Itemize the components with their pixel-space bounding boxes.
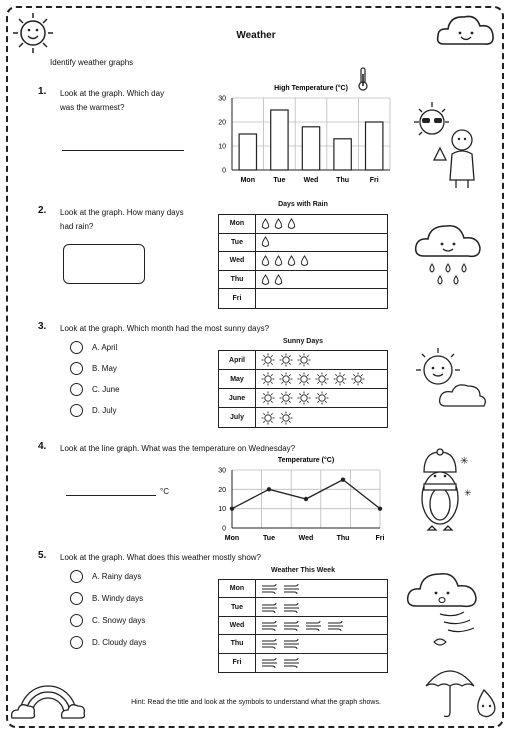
pictograph-row-icons [261,370,365,388]
pictograph-row-icons [261,654,301,672]
x-tick-label: Thu [336,177,350,184]
pictograph-row-icons [261,408,293,427]
raindrop-icon [261,236,270,248]
sun-icon [279,391,293,405]
question-3-number: 3. [38,321,47,332]
x-tick-label: Thu [336,535,350,542]
pictograph-row-label: June [219,389,256,407]
question-2-text-line-2: had rain? [60,222,94,231]
sun-icon [297,391,311,405]
pictograph-row-icons [261,351,311,369]
pictograph-row [219,635,387,653]
question-4-number: 4. [38,441,47,452]
temperature-line-chart [214,456,404,544]
question-4-text: Look at the line graph. What was the temperature on Wednesday? [60,444,296,453]
page-title: Weather [236,30,276,41]
wind-icon [283,602,301,613]
question-2-number: 2. [38,205,47,216]
y-tick-label: 0 [222,525,226,533]
bar [271,110,288,170]
raindrop-icon [287,218,296,230]
wind-icon [283,583,301,594]
pictograph-row-label: Fri [219,289,256,308]
windy-cloud-icon [404,566,490,658]
question-3-option-b-radio[interactable] [70,362,83,375]
pictograph-row-label: Fri [219,654,256,672]
pictograph-row [219,234,387,253]
question-1-number: 1. [38,86,47,97]
sun-icon [261,411,275,425]
pictograph-row [219,580,387,598]
sun-icon [261,353,275,367]
question-5-text: Look at the graph. What does this weather mostly show? [60,553,261,562]
sun-icon [351,372,365,386]
sun-icon [261,391,275,405]
question-1-text-line-1: Look at the graph. Which day [60,89,165,98]
penguin-in-winter-hat-icon [410,448,476,534]
pictograph-row [219,598,387,616]
thermometer-icon [356,66,370,92]
pictograph-row-icons [261,389,329,407]
wind-icon [261,620,279,631]
raindrop-icon [274,255,283,267]
pictograph-row [219,654,387,672]
x-tick-label: Tue [263,535,275,542]
answer-line-4[interactable] [66,495,156,496]
rain-cloud-icon [412,218,490,290]
pictograph-row-icons [261,617,345,634]
x-tick-label: Wed [303,177,319,184]
y-tick-label: 10 [218,143,226,151]
y-tick-label: 10 [218,506,226,514]
question-3-option-b-label: B. May [92,364,117,373]
question-3-option-a-radio[interactable] [70,341,83,354]
hint-text: Hint: Read the title and look at the symbols to understand what the graph shows. [131,699,381,706]
question-5-option-a-label: A. Rainy days [92,572,142,581]
question-5-option-c-label: C. Snowy days [92,616,146,625]
pictograph-row-icons [261,271,283,289]
pictograph-row-label: Wed [219,252,256,270]
data-point [304,497,308,501]
umbrella-and-raindrop-icon [422,660,502,722]
rainbow-with-clouds-icon [10,676,86,720]
answer-line-1[interactable] [62,150,184,151]
pictograph-row [219,289,387,308]
raindrop-icon [300,255,309,267]
question-5-option-b-label: B. Windy days [92,594,144,603]
question-3-text: Look at the graph. Which month had the most sunny days? [60,324,270,333]
sun-icon [279,411,293,425]
pictograph-row-icons [261,252,309,270]
pictograph-row-label: Mon [219,215,256,233]
pictograph-row-label: Tue [219,598,256,615]
pictograph-row-label: July [219,408,256,427]
question-3-option-c-radio[interactable] [70,383,83,396]
answer-box-2[interactable] [63,244,145,284]
data-point [267,487,271,491]
raindrop-icon [261,274,270,286]
wind-icon [283,620,301,631]
wind-icon [261,583,279,594]
sun-icon [333,372,347,386]
bar [366,122,383,170]
pictograph-row-icons [261,215,296,233]
pictograph-row-icons [261,580,301,597]
data-point [230,506,234,510]
question-5-option-b-radio[interactable] [70,592,83,605]
bar [239,134,256,170]
sun-icon [261,372,275,386]
pictograph-row [219,389,387,408]
chart-title: High Temperature (°C) [274,85,348,92]
x-tick-label: Wed [298,535,314,542]
question-5-option-a-radio[interactable] [70,570,83,583]
data-point [341,477,345,481]
pictograph-row [219,271,387,290]
sun-icon [315,372,329,386]
pictograph-row [219,617,387,635]
question-5-option-d-radio[interactable] [70,636,83,649]
days-with-rain-pictograph [218,214,388,309]
x-tick-label: Mon [224,535,240,542]
chart-title: Temperature (°C) [277,457,335,464]
question-3-option-d-radio[interactable] [70,404,83,417]
raindrop-icon [261,255,270,267]
svg-text:✳: ✳ [464,488,472,498]
y-tick-label: 20 [218,486,226,494]
raindrop-icon [274,274,283,286]
sunny-days-pictograph [218,350,388,428]
y-tick-label: 20 [218,119,226,127]
pictograph-row [219,408,387,427]
wind-icon [305,620,323,631]
sun-behind-cloud-icon [406,344,490,412]
pictograph-row [219,215,387,234]
y-tick-label: 0 [222,167,226,175]
pictograph-row [219,252,387,271]
weather-this-week-pictograph [218,579,388,673]
raindrop-icon [287,255,296,267]
wind-icon [283,657,301,668]
series-line [232,480,380,509]
pictograph-row-label: Wed [219,617,256,634]
question-5-option-c-radio[interactable] [70,614,83,627]
wind-chart-title: Weather This Week [271,567,335,574]
high-temperature-bar-chart [214,78,404,190]
x-tick-label: Fri [375,535,385,542]
wind-icon [327,620,345,631]
y-tick-label: 30 [218,467,226,475]
page-subtitle: Identify weather graphs [50,58,134,67]
sun-icon [315,391,329,405]
pictograph-row-label: Thu [219,271,256,289]
bar [302,127,319,170]
question-1-text-line-2: was the warmest? [60,103,125,112]
wind-icon [283,638,301,649]
pictograph-row [219,351,387,370]
pictograph-row-label: Thu [219,635,256,652]
question-3-option-a-label: A. April [92,343,118,352]
sun-icon [279,353,293,367]
sun-icon [279,372,293,386]
sun-icon [297,372,311,386]
bar [334,139,351,170]
raindrop-icon [261,218,270,230]
pictograph-row-icons [261,635,301,652]
raindrop-icon [274,218,283,230]
sun-icon [297,353,311,367]
pictograph-row-label: Mon [219,580,256,597]
x-tick-label: Tue [273,177,286,184]
data-point [378,506,382,510]
question-4-unit: °C [160,487,169,496]
pictograph-row [219,370,387,389]
sunny-chart-title: Sunny Days [282,338,324,345]
question-3-option-d-label: D. July [92,406,117,415]
svg-text:✳: ✳ [460,456,469,467]
y-tick-label: 30 [218,95,226,103]
pictograph-row-label: May [219,370,256,388]
x-tick-label: Mon [240,177,255,184]
wind-icon [261,602,279,613]
x-tick-label: Fri [369,177,379,184]
pictograph-row-label: Tue [219,234,256,252]
pictograph-row-icons [261,234,270,252]
sun-with-sunglasses-and-child-icon [410,98,484,190]
question-5-number: 5. [38,550,47,561]
pictograph-row-icons [261,598,301,615]
question-2-text-line-1: Look at the graph. How many days [60,208,184,217]
question-3-option-c-label: C. June [92,385,120,394]
rain-chart-title: Days with Rain [278,201,328,208]
wind-icon [261,638,279,649]
question-5-option-d-label: D. Cloudy days [92,638,147,647]
pictograph-row-label: April [219,351,256,369]
wind-icon [261,657,279,668]
